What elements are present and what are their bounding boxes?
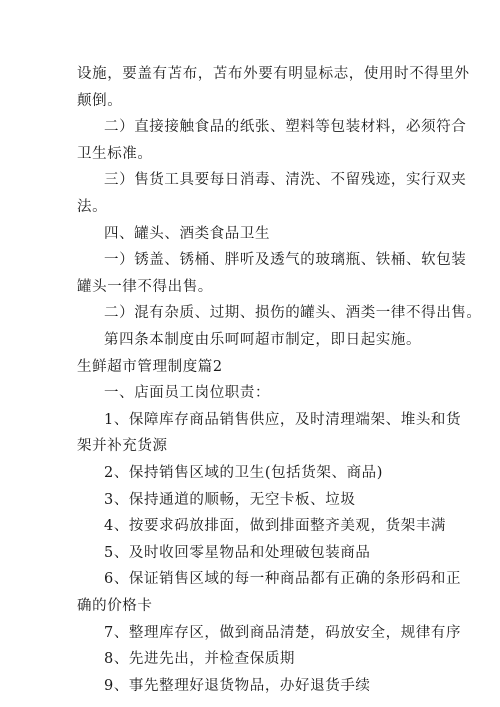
text-line: 第四条本制度由乐呵呵超市制定，即日起实施。 (104, 332, 422, 348)
text-line: 罐头一律不得出售。 (77, 278, 213, 295)
text-line: 设施，要盖有苫布，苫布外要有明显标志，使用时不得里外 (77, 66, 470, 82)
section-heading: 四、罐头、酒类食品卫生 (104, 225, 271, 242)
article-title: 生鲜超市管理制度篇2 (77, 358, 223, 375)
text-line: 法。 (77, 199, 108, 215)
list-item: 6、保证销售区域的每一种商品都有正确的条形码和正 (104, 571, 462, 588)
text-line: 三）售货工具要每日消毒、清洗、不留残迹，实行双夹 (104, 172, 467, 189)
list-item: 7、整理库存区，做到商品清楚，码放安全，规律有序 (104, 624, 462, 641)
list-item: 3、保持通道的顺畅，无空卡板、垃圾 (104, 491, 356, 508)
list-item: 9、事先整理好退货物品，办好退货手续 (104, 677, 371, 694)
text-line: 一）锈盖、锈桶、胖听及透气的玻璃瓶、铁桶、软包装 (104, 252, 467, 269)
section-heading: 一、店面员工岗位职责： (104, 385, 271, 402)
list-item-continuation: 确的价格卡 (77, 598, 153, 614)
list-item-continuation: 架并补充货源 (77, 438, 168, 455)
list-item: 2、保持销售区域的卫生(包括货架、商品) (104, 465, 384, 481)
text-line: 颠倒。 (77, 92, 123, 109)
list-item: 8、先进先出，并检查保质期 (104, 651, 296, 668)
text-line: 卫生标准。 (77, 145, 153, 162)
text-line: 二）混有杂质、过期、损伤的罐头、酒类一律不得出售。 (104, 305, 482, 322)
text-line: 二）直接接触食品的纸张、塑料等包装材料，必须符合 (104, 119, 467, 136)
list-item: 5、及时收回零星物品和处理破包装商品 (104, 544, 371, 561)
list-item: 4、按要求码放排面，做到排面整齐美观，货架丰满 (104, 518, 447, 535)
list-item: 1、保障库存商品销售供应，及时清理端架、堆头和货 (104, 411, 462, 428)
